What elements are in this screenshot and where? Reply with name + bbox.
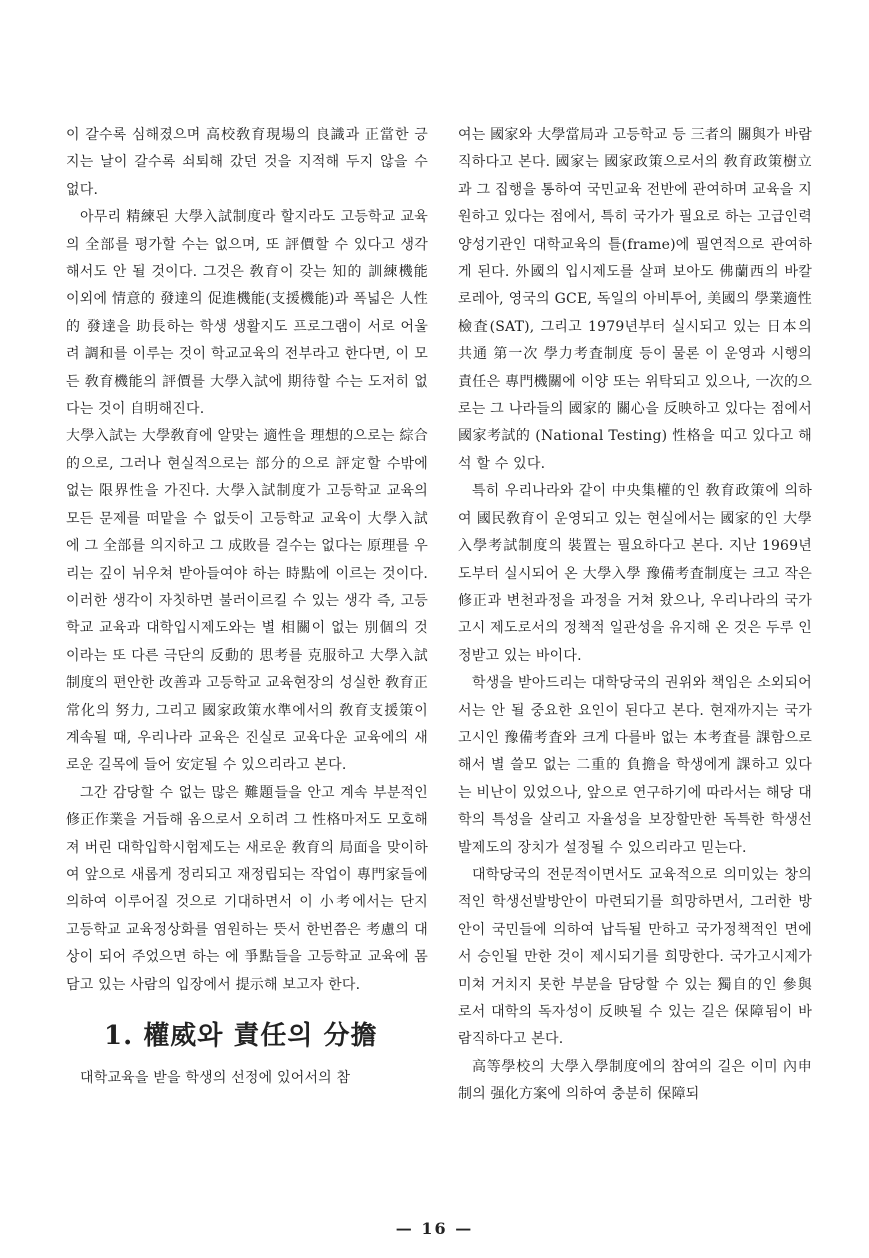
right-paragraph-5: 高等學校의 大學入學制度에의 참여의 길은 이미 內申制의 强化方案에 의하여 충분히 保障되 — [458, 1058, 812, 1103]
left-column — [66, 122, 428, 1092]
left-paragraph-5: 대학교육을 받을 학생의 선정에 있어서의 참 — [80, 1070, 351, 1086]
left-paragraph-1: 이 갈수록 심해졌으며 高校敎育現場의 良識과 正當한 긍지는 날이 갈수록 쇠퇴해 갔던 것을 지적해 두지 않을 수 없다. — [66, 127, 428, 198]
left-paragraph-3: 大學入試는 大學敎育에 알맞는 適性을 理想的으로는 綜合的으로, 그러나 현실적으로는 部分的으로 評定할 수밖에 없는 限界性을 가진다. 大學入試制度가 고등학교 교육의 모든 문제를 떠맡을 수 없듯이 고등학교 교육이 大學入試에 그 全部를 의지하고 그 成敗를 걸수는 없다는 原理를 우리는 깊이 뉘우쳐 받아들여야 하는 時點에 이르는 것이다. 이러한 생각이 자칫하면 불러이르킬 수 있는 생각 즉, 고등학교 교육과 대학입시제도와는 별 相關이 없는 別個의 것이라는 또 다른 극단의 反動的 思考를 克服하고 大學入試制度의 편안한 改善과 고등학교 교육현장의 성실한 敎育正常化의 努力, 그리고 國家政策水準에서의 敎育支援策이 계속될 때, 우리나라 교육은 진실로 교육다운 교육에의 새로운 길목에 들어 安定될 수 있으리라고 본다. — [66, 428, 428, 774]
right-paragraph-4: 대학당국의 전문적이면서도 교육적으로 의미있는 창의적인 학생선발방안이 마련되기를 희망하면서, 그러한 방안이 국민들에 의하여 납득될 만하고 국가정책적인 면에서 승인될 만한 것이 제시되기를 희망한다. 국가고시제가 미쳐 거치지 못한 부분을 담당할 수 있는 獨自的인 參與로서 대학의 독자성이 反映될 수 있는 길은 保障됨이 바람직하다고 본다. — [458, 866, 812, 1048]
page-number: — 16 — — [395, 1219, 474, 1238]
left-paragraph-2: 아무리 精練된 大學入試制度라 할지라도 고등학교 교육의 全部를 평가할 수는 없으며, 또 評價할 수 있다고 생각해서도 안 될 것이다. 그것은 敎育이 갖는 知的 訓練機能 이외에 情意的 發達의 促進機能(支援機能)과 폭넓은 人性的 發達을 助長하는 학생 생활지도 프로그램이 서로 어울려 調和를 이루는 것이 학교교육의 전부라고 한다면, 이 모든 敎育機能의 評價를 大學入試에 期待할 수는 도저히 없다는 것이 自明해진다. — [66, 209, 428, 418]
right-paragraph-2: 특히 우리나라와 같이 中央集權的인 敎育政策에 의하여 國民敎育이 운영되고 있는 현실에서는 國家的인 大學入學考試制度의 裝置는 필요하다고 본다. 지난 1969년도부터 실시되어 온 大學入學 豫備考査制度는 크고 작은 修正과 변천과정을 과정을 거쳐 왔으나, 우리나라의 국가고시 제도로서의 정책적 일관성을 유지해 온 것은 두루 인정받고 있는 바이다. — [458, 483, 812, 664]
left-paragraph-4: 그간 감당할 수 없는 많은 難題들을 안고 계속 부분적인 修正作業을 거듭해 옴으로서 오히려 그 性格마저도 모호해져 버린 대학입학시험제도는 새로운 敎育의 局面을 맞이하여 앞으로 새롭게 정리되고 재정립되는 작업이 專門家들에 의하여 이루어질 것으로 기대하면서 이 小考에서는 단지 고등학교 교육정상화를 염원하는 뜻서 한번쯤은 考慮의 대상이 되어 주었으면 하는 에 爭點들을 고등학교 교육에 몸담고 있는 사람의 입장에서 提示해 보고자 한다. — [66, 784, 428, 993]
right-paragraph-1: 여는 國家와 大學當局과 고등학교 등 三者의 關與가 바람직하다고 본다. 國家는 國家政策으로서의 敎育政策樹立과 그 집행을 통하여 국민교육 전반에 관여하며 교육을 지원하고 있다는 점에서, 특히 국가가 필요로 하는 고급인력 양성기관인 대학교육의 틀(frame)에 필연적으로 관여하게 된다. 外國의 입시제도를 살펴 보아도 佛蘭西의 바칼로레아, 영국의 GCE, 독일의 아비투어, 美國의 學業適性檢査(SAT), 그리고 1979년부터 실시되고 있는 日本의 共通 第一次 學力考査制度 등이 물론 이 운영과 시행의 責任은 專門機關에 이양 또는 위탁되고 있으나, 一次的으로는 그 나라들의 國家的 關心을 反映하고 있다는 점에서 國家考試的 (National Testing) 性格을 띠고 있다고 해석 할 수 있다. — [458, 127, 812, 472]
right-paragraph-3: 학생을 받아드리는 대학당국의 권위와 책임은 소외되어서는 안 될 중요한 요인이 된다고 본다. 현재까지는 국가고시인 豫備考査와 크게 다를바 없는 本考査를 課함으로 해서 별 쓸모 없는 二重的 負擔을 학생에게 課하고 있다는 비난이 있었으나, 앞으로 연구하기에 따라서는 해당 대학의 특성을 살리고 자율성을 보장할만한 독특한 학생선발제도의 장치가 설정될 수 있으리라고 믿는다. — [458, 675, 812, 856]
right-column — [458, 122, 812, 1109]
section-heading: 1. 權威와 責任의 分擔 — [104, 1021, 378, 1051]
